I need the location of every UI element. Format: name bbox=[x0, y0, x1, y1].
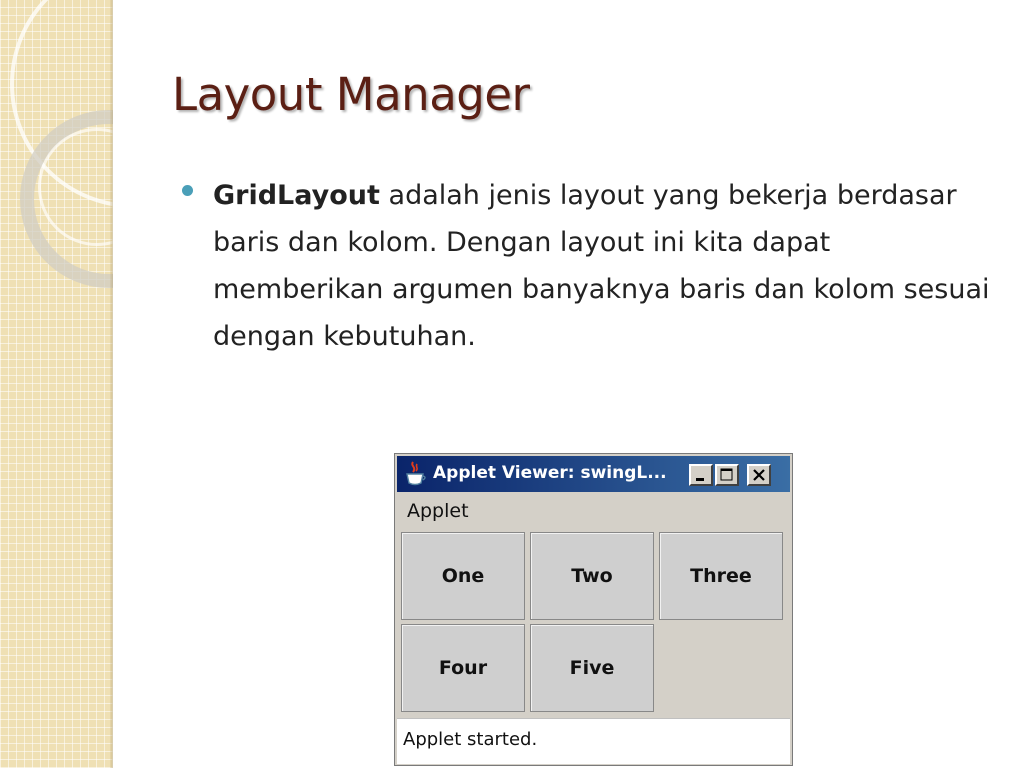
bullet-bold-term: GridLayout bbox=[213, 180, 380, 211]
grid-button-four[interactable]: Four bbox=[401, 624, 525, 712]
close-button[interactable] bbox=[747, 464, 771, 486]
grid-button-five[interactable]: Five bbox=[530, 624, 654, 712]
close-icon bbox=[751, 467, 767, 483]
slide-title: Layout Manager bbox=[172, 68, 530, 121]
bullet-text bbox=[213, 172, 993, 360]
maximize-button[interactable] bbox=[715, 464, 739, 486]
applet-viewer-window bbox=[394, 453, 793, 766]
grid-layout-panel bbox=[401, 532, 787, 716]
java-cup-icon bbox=[403, 461, 427, 487]
maximize-icon bbox=[719, 467, 735, 483]
decorative-side-band bbox=[0, 0, 113, 768]
bullet-body-text: adalah jenis layout yang bekerja berdasar baris dan kolom. Dengan layout ini kita dapat memberikan argumen banyaknya baris dan kolom sesuai dengan kebutuhan. bbox=[213, 180, 990, 352]
applet-window-title: Applet Viewer: swingL... bbox=[433, 463, 667, 483]
grid-button-one[interactable]: One bbox=[401, 532, 525, 620]
grid-button-two[interactable]: Two bbox=[530, 532, 654, 620]
applet-status-bar bbox=[397, 718, 790, 764]
status-text: Applet started. bbox=[403, 729, 538, 750]
bullet-dot-icon bbox=[182, 185, 193, 196]
minimize-button[interactable] bbox=[689, 464, 713, 486]
grid-button-three[interactable]: Three bbox=[659, 532, 783, 620]
applet-menu[interactable]: Applet bbox=[407, 500, 469, 522]
applet-titlebar[interactable] bbox=[397, 456, 790, 492]
minimize-icon bbox=[693, 467, 709, 483]
